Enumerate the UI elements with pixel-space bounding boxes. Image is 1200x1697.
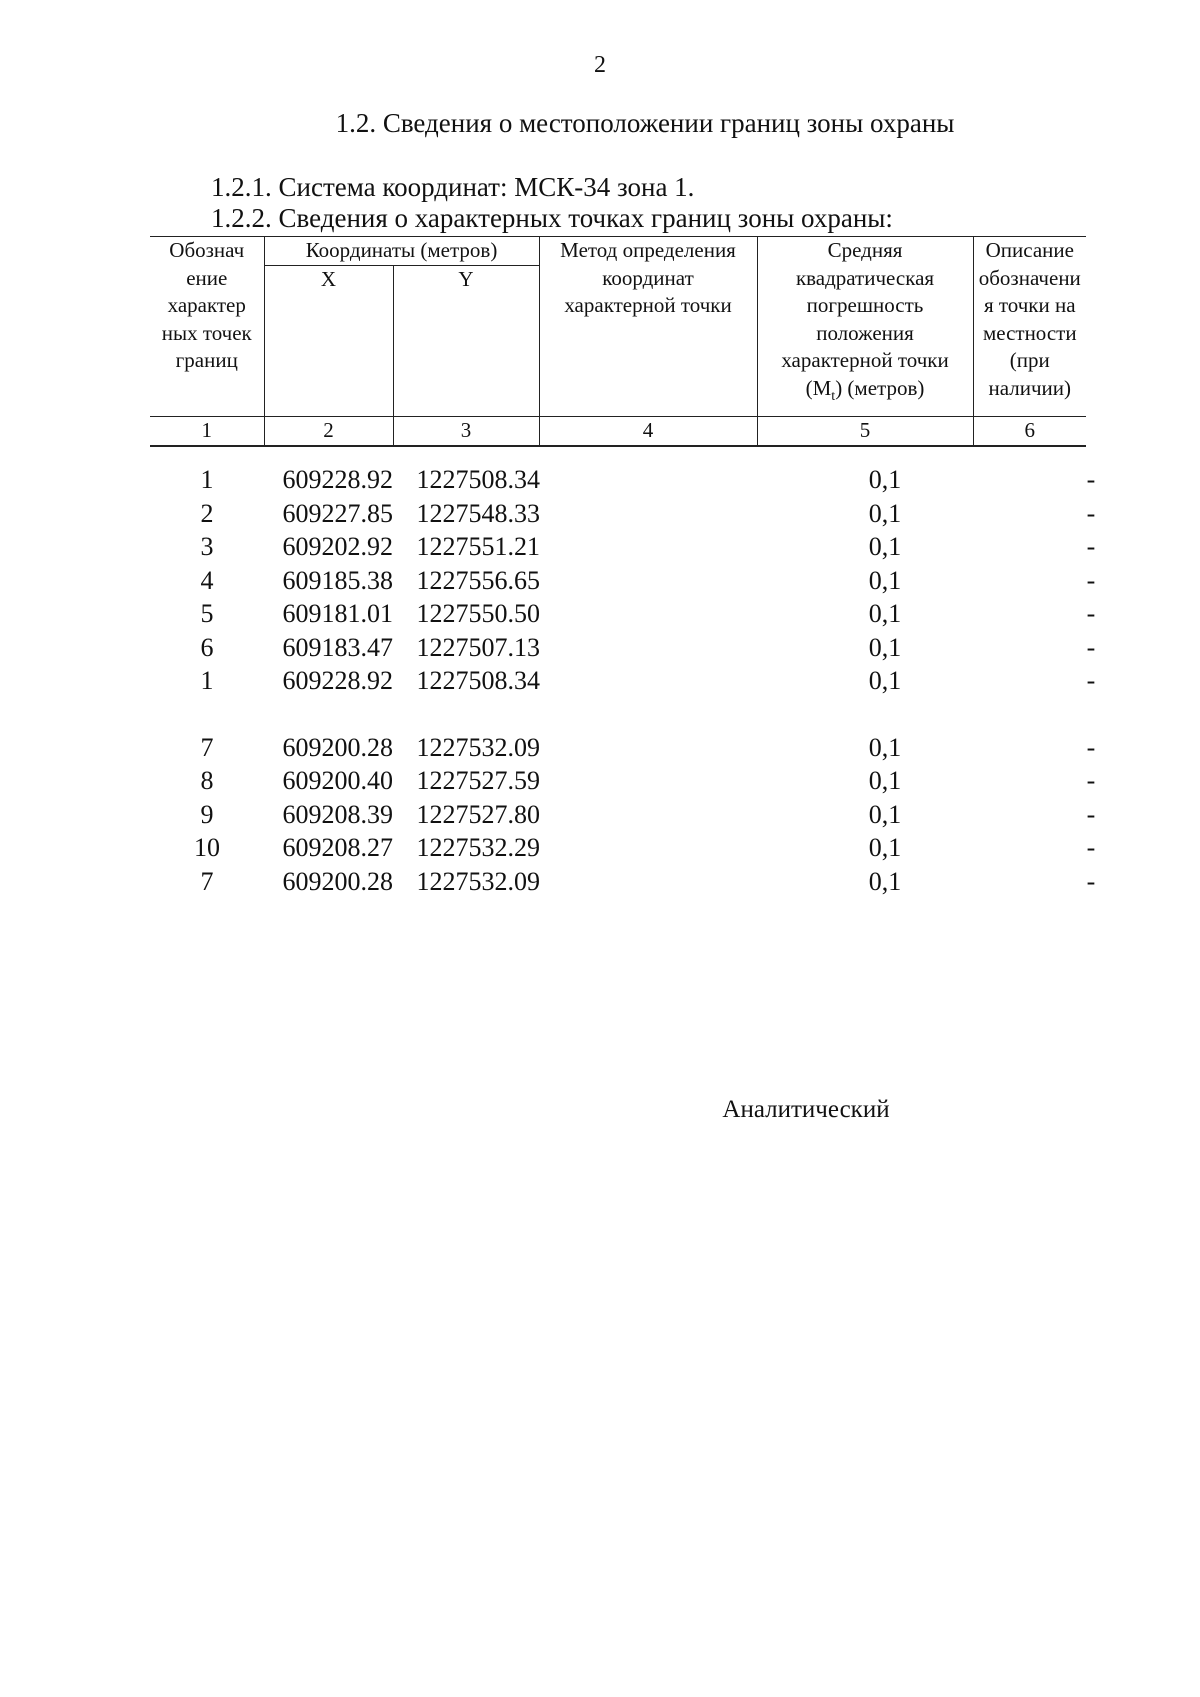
table-row bbox=[150, 865, 1096, 899]
header-point-description: Описание обозначени я точки на местности (при наличии) bbox=[973, 237, 1086, 417]
mean-error: 0,1 bbox=[868, 732, 902, 762]
header-method: Метод определения координат характерной точки bbox=[539, 237, 757, 417]
coordinate-system-line: 1.2.1. Система координат: МСК-34 зона 1. bbox=[211, 172, 695, 202]
point-description: - bbox=[1086, 532, 1096, 561]
header-coordinates: Координаты (метров) bbox=[264, 237, 539, 266]
point-description: - bbox=[1086, 866, 1096, 896]
column-number: 3 bbox=[393, 416, 539, 446]
mean-error: 0,1 bbox=[868, 632, 902, 662]
coord-x: 609200.28 bbox=[282, 866, 393, 896]
table-row bbox=[150, 597, 1096, 631]
coord-x: 609208.39 bbox=[282, 799, 393, 829]
header-mean-error bbox=[757, 237, 973, 417]
coord-y: 1227532.09 bbox=[416, 866, 540, 896]
mean-error: 0,1 bbox=[868, 666, 902, 695]
table-row bbox=[150, 463, 1096, 497]
mean-error: 0,1 bbox=[868, 498, 902, 528]
point-description: - bbox=[1086, 565, 1096, 595]
table-row bbox=[150, 631, 1096, 665]
coord-x: 609202.92 bbox=[282, 532, 393, 561]
mean-error: 0,1 bbox=[868, 465, 902, 494]
header-x: X bbox=[264, 265, 393, 416]
header-mean-error-text: Средняя квадратическая погрешность положения характерной точки (M bbox=[781, 238, 949, 400]
point-number: 5 bbox=[200, 599, 214, 628]
header-point-designation: Обознач ение характер ных точек границ bbox=[150, 237, 264, 417]
coord-x: 609181.01 bbox=[282, 599, 393, 628]
point-number: 9 bbox=[200, 799, 214, 829]
table-row bbox=[150, 831, 1096, 865]
coord-y: 1227532.09 bbox=[416, 732, 540, 762]
column-number: 1 bbox=[150, 416, 264, 446]
point-description: - bbox=[1086, 632, 1096, 662]
coord-x: 609228.92 bbox=[282, 465, 393, 494]
table-row bbox=[150, 764, 1096, 798]
coord-y: 1227550.50 bbox=[416, 599, 540, 628]
method-value: Аналитический bbox=[722, 1096, 890, 1123]
coord-x: 609200.40 bbox=[282, 766, 393, 795]
point-description: - bbox=[1086, 465, 1096, 494]
point-number: 7 bbox=[200, 732, 214, 762]
coord-x: 609185.38 bbox=[282, 565, 393, 595]
points-table-body bbox=[150, 463, 1096, 1123]
mean-error: 0,1 bbox=[868, 766, 902, 795]
coord-x: 609228.92 bbox=[282, 666, 393, 695]
point-number: 10 bbox=[194, 833, 220, 862]
coord-y: 1227548.33 bbox=[416, 498, 540, 528]
header-mean-error-unit: ) (метров) bbox=[835, 375, 925, 400]
coord-y: 1227508.34 bbox=[416, 666, 540, 695]
point-number: 4 bbox=[200, 565, 214, 595]
point-number: 3 bbox=[200, 532, 214, 561]
points-info-line: 1.2.2. Сведения о характерных точках границ зоны охраны: bbox=[211, 203, 893, 233]
table-row bbox=[150, 564, 1096, 598]
mean-error: 0,1 bbox=[868, 799, 902, 829]
column-number: 5 bbox=[757, 416, 973, 446]
mean-error: 0,1 bbox=[868, 866, 902, 896]
table-row bbox=[150, 731, 1096, 765]
table-row bbox=[150, 798, 1096, 832]
point-description: - bbox=[1086, 766, 1096, 795]
coord-y: 1227532.29 bbox=[416, 833, 540, 862]
group-separator bbox=[150, 698, 1086, 731]
coord-y: 1227508.34 bbox=[416, 465, 540, 494]
table-row bbox=[150, 530, 1096, 564]
coord-y: 1227556.65 bbox=[416, 565, 540, 595]
point-description: - bbox=[1086, 498, 1096, 528]
table-row bbox=[150, 497, 1096, 531]
coord-y: 1227507.13 bbox=[416, 632, 540, 662]
page-number: 2 bbox=[594, 52, 606, 78]
point-number: 2 bbox=[200, 498, 214, 528]
mean-error: 0,1 bbox=[868, 599, 902, 628]
coord-x: 609208.27 bbox=[282, 833, 393, 862]
coord-x: 609183.47 bbox=[282, 632, 393, 662]
column-number: 4 bbox=[539, 416, 757, 446]
table-row bbox=[150, 664, 1096, 698]
section-heading: 1.2. Сведения о местоположении границ зоны охраны bbox=[335, 108, 955, 138]
coord-x: 609200.28 bbox=[282, 732, 393, 762]
point-number: 8 bbox=[200, 766, 214, 795]
mean-error: 0,1 bbox=[868, 565, 902, 595]
point-number: 7 bbox=[200, 866, 214, 896]
coord-y: 1227551.21 bbox=[416, 532, 540, 561]
point-description: - bbox=[1086, 666, 1096, 695]
header-y: Y bbox=[393, 265, 539, 416]
header-mean-error-subscript: t bbox=[831, 389, 836, 405]
mean-error: 0,1 bbox=[868, 833, 902, 862]
coord-x: 609227.85 bbox=[282, 498, 393, 528]
column-numbers-row bbox=[150, 416, 1086, 446]
point-description: - bbox=[1086, 599, 1096, 628]
mean-error: 0,1 bbox=[868, 532, 902, 561]
coord-y: 1227527.80 bbox=[416, 799, 540, 829]
point-description: - bbox=[1086, 732, 1096, 762]
point-number: 6 bbox=[200, 632, 214, 662]
column-number: 6 bbox=[973, 416, 1086, 446]
column-number: 2 bbox=[264, 416, 393, 446]
points-table-header bbox=[150, 236, 1086, 447]
coord-y: 1227527.59 bbox=[416, 766, 540, 795]
point-number: 1 bbox=[200, 666, 214, 695]
point-number: 1 bbox=[200, 465, 214, 494]
point-description: - bbox=[1086, 833, 1096, 862]
point-description: - bbox=[1086, 799, 1096, 829]
